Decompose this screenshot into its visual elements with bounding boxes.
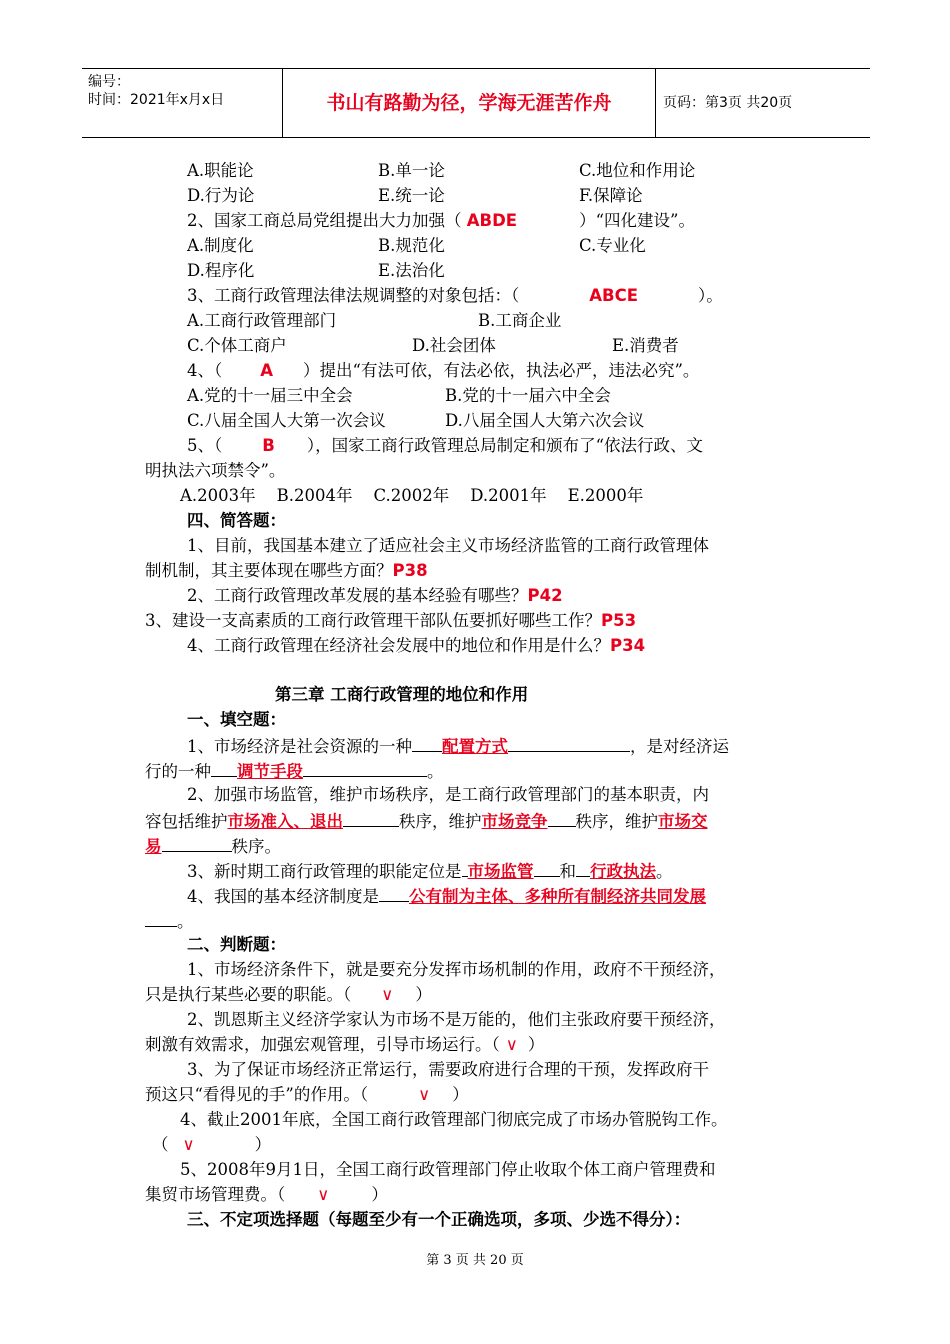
option: B.工商企业 [478,311,562,330]
page-reference: P34 [610,636,646,655]
option: B.单一论 [378,161,445,180]
question-text: 和 [559,862,576,881]
question-5 [187,435,703,457]
question-text: 4、我国的基本经济制度是 [187,887,379,906]
question-text: （ [152,1135,169,1154]
question-text: 明执法六项禁令”。 [145,461,286,480]
option: B.党的十一届六中全会 [445,386,611,405]
question-text: 。 [656,862,673,881]
question-text: 秩序，维护 [399,812,482,831]
option-row: A.2003年 B.2004年 C.2002年 D.2001年 E.2000年 [180,486,644,505]
page-reference: P53 [601,611,637,630]
question-text [187,635,645,657]
time-label: 时间：2021年x月x日 [88,92,225,108]
option: B.规范化 [378,236,445,255]
blank-line [145,909,177,927]
question-text: 4、工商行政管理在经济社会发展中的地位和作用是什么？ [187,636,610,655]
question-text [145,560,428,582]
question-text: 4、截止2001年底，全国工商行政管理部门彻底完成了市场办管脱钩工作。 [180,1110,728,1129]
page-reference: P38 [392,561,428,580]
answer: 易 [145,837,162,856]
question-text: 4、（ [187,361,223,380]
page-reference: P42 [527,586,563,605]
question-text: 2、加强市场监管，维护市场秩序，是工商行政管理部门的基本职责，内 [187,785,709,804]
option: F.保障论 [579,186,643,205]
section-title: 四、简答题： [187,511,286,530]
check-mark: ∨ [505,1035,518,1054]
question-text: 3、工商行政管理法律法规调整的对象包括：（ [187,286,520,305]
question-text: 1、市场经济是社会资源的一种 [187,737,412,756]
answer: 市场监管 [467,862,534,881]
answer: 公有制为主体、多种所有制经济共同发展 [409,887,706,906]
question-text: ）。 [697,286,723,305]
question-text: 容包括维护 [145,812,228,831]
fill-question-2 [145,809,708,833]
answer: 市场竞争 [481,812,548,831]
option: E.法治化 [378,261,445,280]
question-text: 5、（ [187,436,223,455]
question-text: ），国家工商行政管理总局制定和颁布了“依法行政、文 [306,436,704,455]
option: E.消费者 [612,336,679,355]
option: D.八届全国人大第六次会议 [445,411,645,430]
question-text: ） [452,1085,469,1104]
question-text: 集贸市场管理费。（ [145,1185,286,1204]
section-title: 一、填空题： [187,710,286,729]
judge-question-4 [152,1134,271,1156]
blank-line [576,859,590,877]
number-label: 编号： [88,74,130,90]
option: C.专业化 [579,236,646,255]
question-text: 3、新时期工商行政管理的职能定位是 [187,862,462,881]
fill-question-4 [187,884,706,908]
question-text: 5、2008年9月1日，全国工商行政管理部门停止收取个体工商户管理费和 [180,1160,716,1179]
header-meta [82,69,282,137]
fill-question-2-cont [145,834,281,858]
question-3 [187,285,723,307]
answer: A [260,361,274,380]
option: E.统一论 [378,186,445,205]
header-page-label: 页码：第3页 共20页 [663,95,793,111]
blank-line [508,734,630,752]
question-text: 2、工商行政管理改革发展的基本经验有哪些？ [187,586,528,605]
question-text: 3、建设一支高素质的工商行政管理干部队伍要抓好哪些工作？ [145,611,601,630]
fill-question-1 [187,734,729,758]
option: C.八届全国人大第一次会议 [187,411,386,430]
question-text: 2、国家工商总局党组提出大力加强（ [187,211,467,230]
question-text: 。 [427,762,444,781]
fill-question-4-cont [145,909,194,933]
option: A.制度化 [187,236,254,255]
blank-line [534,859,560,877]
option: D.社会团体 [412,336,496,355]
question-text: ） [254,1135,272,1154]
check-mark: ∨ [317,1185,330,1204]
question-text: 制机制，其主要体现在哪些方面？ [145,561,393,580]
option: A.工商行政管理部门 [187,311,337,330]
page-footer: 第 3 页 共 20 页 [426,1253,524,1268]
option: D.行为论 [187,186,255,205]
section-title: 二、判断题： [187,935,286,954]
option: A.党的十一届三中全会 [187,386,353,405]
question-text: 只是执行某些必要的职能。（ [145,985,352,1004]
judge-question-2 [145,1034,544,1056]
blank-line [343,809,399,827]
question-text: ）提出“有法可依，有法必依，执法必严，违法必究”。 [303,361,700,380]
page-header [82,68,870,138]
option: C.地位和作用论 [579,161,696,180]
question-text: ，是对经济运 [630,737,729,756]
option: A.职能论 [187,161,254,180]
check-mark: ∨ [381,985,394,1004]
answer: ABDE [466,211,518,230]
judge-question-1 [145,984,432,1006]
question-text: 秩序，维护 [575,812,658,831]
header-motto: 书山有路勤为径，学海无涯苦作舟 [282,69,656,137]
chapter-title: 第三章 工商行政管理的地位和作用 [275,685,529,704]
question-text [187,585,563,607]
question-text: 2、凯恩斯主义经济学家认为市场不是万能的，他们主张政府要干预经济， [187,1010,726,1029]
question-text: 秩序。 [231,837,281,856]
judge-question-3 [145,1084,469,1106]
blank-line [379,884,409,902]
option: D.程序化 [187,261,255,280]
question-2 [187,210,695,232]
question-text: ）“四化建设”。 [579,211,695,230]
question-text [145,610,636,632]
answer: 市场交 [658,812,708,831]
judge-question-5 [145,1184,388,1206]
question-text: 刺激有效需求，加强宏观管理，引导市场运行。（ [145,1035,500,1054]
question-text: ） [371,1185,388,1204]
blank-line [303,759,427,777]
blank-line [162,834,232,852]
blank-line [211,759,237,777]
answer: 配置方式 [442,737,508,756]
fill-question-1-cont [145,759,444,783]
question-text: 预这只“看得见的手”的作用。（ [145,1085,369,1104]
answer: B [262,436,275,455]
question-text: 1、市场经济条件下，就是要充分发挥市场机制的作用，政府不干预经济， [187,960,726,979]
answer: ABCE [589,286,638,305]
answer: 行政执法 [590,862,656,881]
question-text: 3、为了保证市场经济正常运行，需要政府进行合理的干预，发挥政府干 [187,1060,709,1079]
option: C.个体工商户 [187,336,287,355]
check-mark: ∨ [182,1135,195,1154]
section-title: 三、不定项选择题（每题至少有一个正确选项，多项、少选不得分）： [187,1210,691,1229]
answer: 市场准入、退出 [227,812,343,831]
question-text: 1、目前，我国基本建立了适应社会主义市场经济监管的工商行政管理体 [187,536,709,555]
answer: 调节手段 [237,762,303,781]
question-text: 。 [177,912,194,931]
blank-line [548,809,576,827]
check-mark: ∨ [418,1085,431,1104]
fill-question-3 [187,859,673,883]
question-4 [187,360,699,382]
question-text: 行的一种 [145,762,211,781]
question-text: ） [415,985,432,1004]
blank-line [412,734,442,752]
question-text: ） [527,1035,545,1054]
